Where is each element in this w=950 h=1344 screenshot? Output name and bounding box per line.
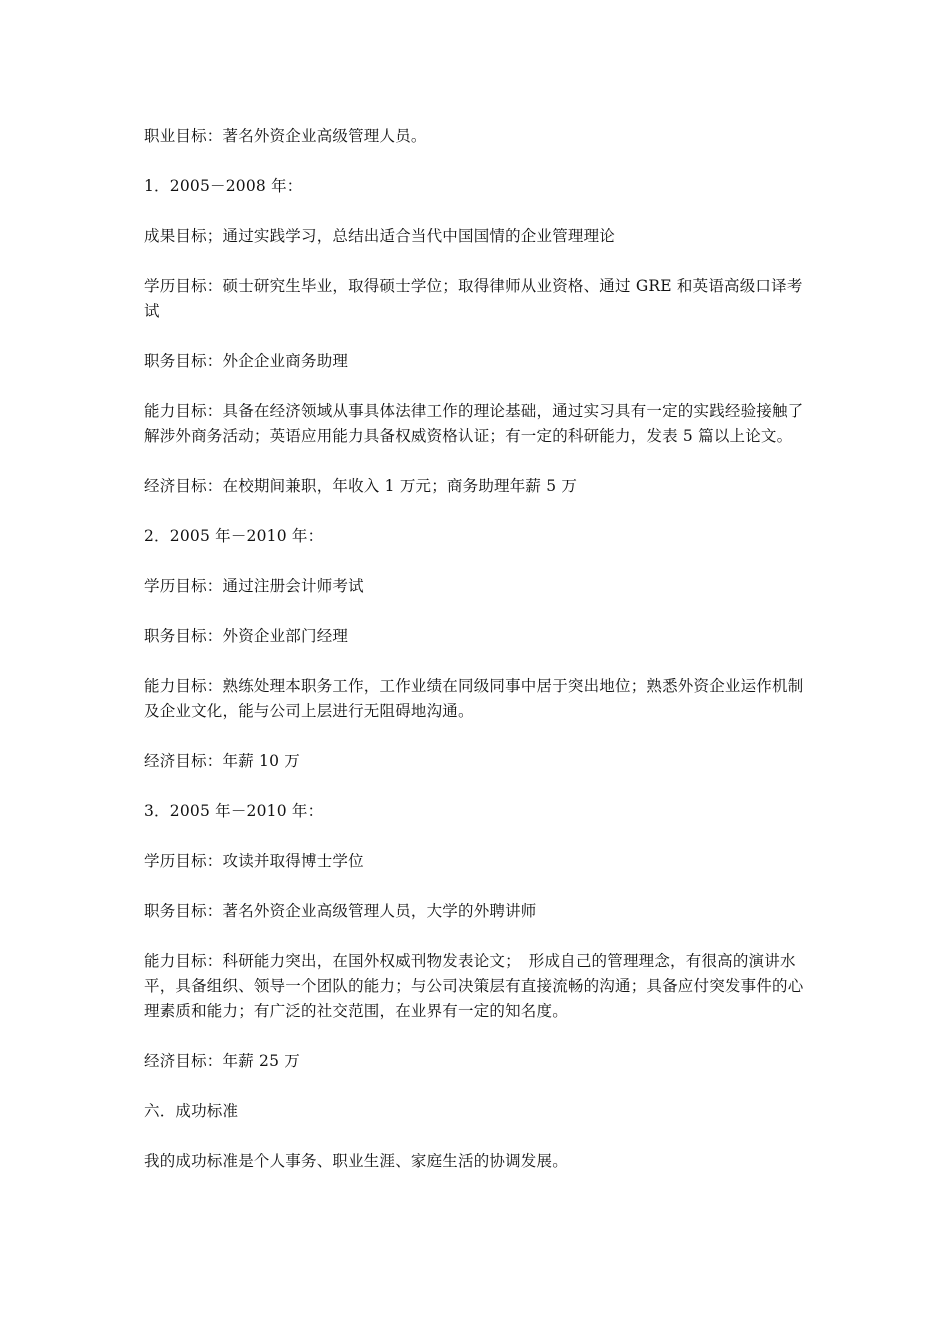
phase-3-ability-goal: 能力目标：科研能力突出，在国外权威刊物发表论文； 形成自己的管理理念，有很高的演讲水平，具备组织、领导一个团队的能力；与公司决策层有直接流畅的沟通；具备应付突发事件的心理素质和能力；有广泛的社交范围，在业界有一定的知名度。 <box>144 952 804 1020</box>
phase-1-position-goal: 职务目标：外企企业商务助理 <box>144 352 349 370</box>
phase-3-economic-goal: 经济目标：年薪 25 万 <box>144 1052 300 1070</box>
phase-3-heading: 3．2005 年－2010 年： <box>144 802 324 820</box>
document-body <box>144 124 808 1199</box>
phase-1-heading: 1．2005－2008 年： <box>144 177 303 195</box>
phase-1-ability-goal: 能力目标：具备在经济领域从事具体法律工作的理论基础，通过实习具有一定的实践经验接触了解涉外商务活动；英语应用能力具备权威资格认证；有一定的科研能力，发表 5 篇以上论文。 <box>144 402 804 445</box>
career-goal-paragraph: 职业目标：著名外资企业高级管理人员。 <box>144 127 427 145</box>
phase-1-economic-goal: 经济目标：在校期间兼职，年收入 1 万元；商务助理年薪 5 万 <box>144 477 578 495</box>
phase-3-education-goal: 学历目标：攻读并取得博士学位 <box>144 852 364 870</box>
section-six-heading: 六．成功标准 <box>144 1102 239 1120</box>
phase-2-education-goal: 学历目标：通过注册会计师考试 <box>144 577 364 595</box>
phase-2-ability-goal: 能力目标：熟练处理本职务工作，工作业绩在同级同事中居于突出地位；熟悉外资企业运作机制及企业文化，能与公司上层进行无阻碍地沟通。 <box>144 677 804 720</box>
phase-2-economic-goal: 经济目标：年薪 10 万 <box>144 752 300 770</box>
phase-1-education-goal: 学历目标：硕士研究生毕业，取得硕士学位；取得律师从业资格、通过 GRE 和英语高级口译考试 <box>144 277 803 320</box>
success-standard-paragraph: 我的成功标准是个人事务、职业生涯、家庭生活的协调发展。 <box>144 1152 568 1170</box>
phase-2-heading: 2．2005 年－2010 年： <box>144 527 324 545</box>
phase-3-position-goal: 职务目标：著名外资企业高级管理人员，大学的外聘讲师 <box>144 902 537 920</box>
phase-2-position-goal: 职务目标：外资企业部门经理 <box>144 627 349 645</box>
phase-1-achievement-goal: 成果目标；通过实践学习，总结出适合当代中国国情的企业管理理论 <box>144 227 616 245</box>
